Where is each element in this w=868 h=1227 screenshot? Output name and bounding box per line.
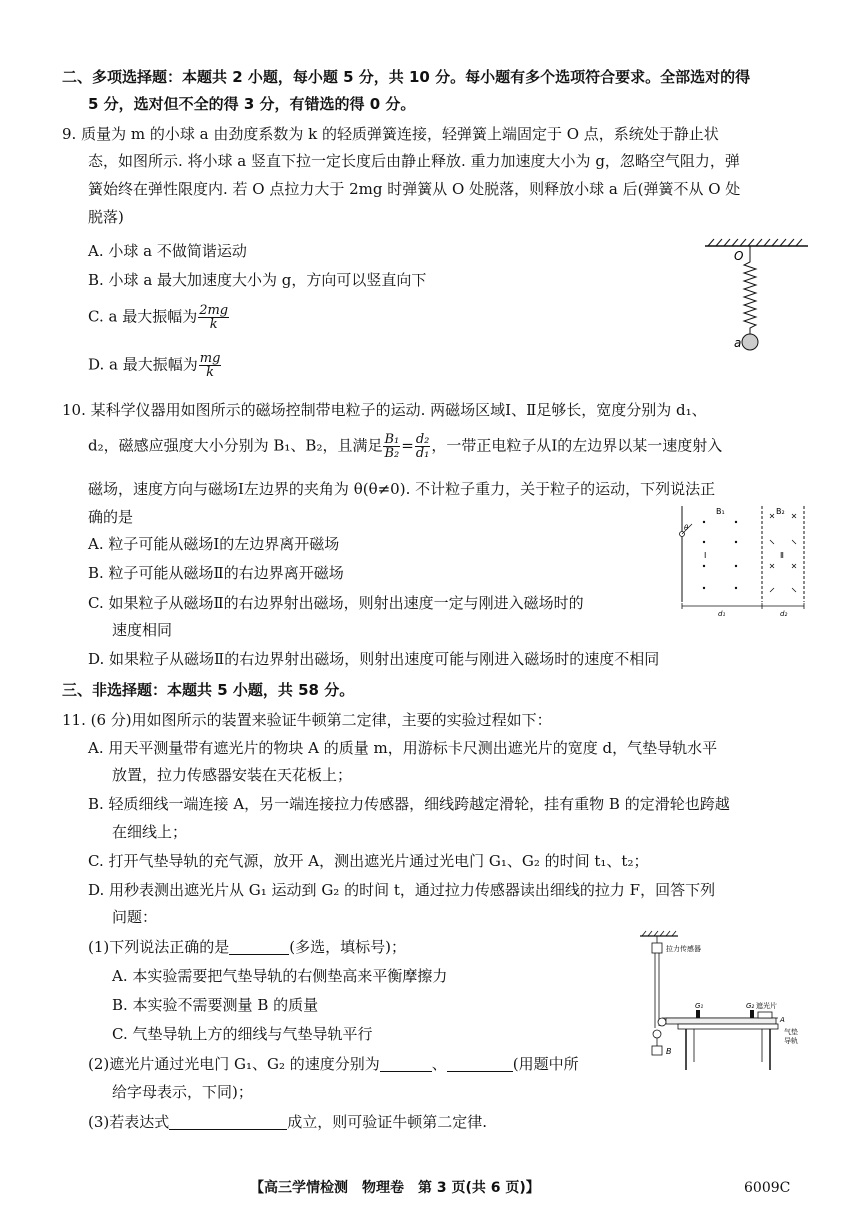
q11-part3-tail: 成立，则可验证牛顿第二定律.	[287, 1113, 488, 1131]
fraction-numerator: B₁	[384, 432, 400, 447]
q11-step-d-line2: 问题：	[112, 908, 158, 926]
q9-option-d	[88, 352, 222, 379]
q11-part1	[88, 936, 406, 958]
q9-option-d-text: D. a 最大振幅为	[88, 355, 198, 374]
q10-option-d: D. 如果粒子从磁场Ⅱ的右边界射出磁场，则射出速度可能与刚进入磁场时的速度不相同	[88, 650, 660, 668]
q10-option-b: B. 粒子可能从磁场Ⅱ的右边界离开磁场	[88, 564, 344, 582]
q11-part2-line2: 给字母表示，下同)；	[112, 1083, 253, 1101]
q11-step-a-line1: A. 用天平测量带有遮光片的物块 A 的质量 m，用游标卡尺测出遮光片的宽度 d，气垫导轨水平	[88, 739, 718, 757]
q9-spring-figure	[700, 236, 812, 366]
label-force-sensor: 拉力传感器	[666, 945, 701, 953]
q10-line4: 确的是	[88, 508, 134, 526]
q11-intro: 11. (6 分)用如图所示的装置来验证牛顿第二定律，主要的实验过程如下：	[62, 711, 552, 729]
q10-option-c-line1: C. 如果粒子从磁场Ⅱ的右边界射出磁场，则射出速度一定与刚进入磁场时的	[88, 594, 584, 612]
q10-field-figure	[674, 500, 814, 620]
q11-part3	[88, 1111, 487, 1133]
q9-line2: 态，如图所示. 将小球 a 竖直下拉一定长度后由静止释放. 重力加速度大小为 g，忽略空气阻力，弹	[88, 152, 740, 170]
label-b1: B₁	[716, 507, 725, 516]
label-b2: B₂	[776, 507, 785, 516]
q10-line3: 磁场，速度方向与磁场Ⅰ左边界的夹角为 θ(θ≠0). 不计粒子重力，关于粒子的运动，下列说法正	[88, 480, 716, 498]
q10-d-ratio	[415, 433, 431, 460]
section2-header-line2: 5 分，选对但不全的得 3 分，有错选的得 0 分。	[88, 95, 416, 113]
q9-line4: 脱落)	[88, 208, 124, 226]
label-a-block: A	[780, 1016, 785, 1024]
answer-blank-4[interactable]	[169, 1113, 287, 1130]
q10-line2-text-a: d₂，磁感应强度大小分别为 B₁、B₂，且满足	[88, 436, 383, 455]
q11-apparatus-figure	[638, 930, 814, 1072]
q9-line1: 9. 质量为 m 的小球 a 由劲度系数为 k 的轻质弹簧连接，轻弹簧上端固定于 O 点，系统处于静止状	[62, 125, 719, 143]
label-d2: d₂	[780, 610, 788, 618]
q11-part2-tail: (用题中所	[512, 1055, 579, 1073]
section2-header-line1: 二、多项选择题：本题共 2 小题，每小题 5 分，共 10 分。每小题有多个选项符合要求。全部选对的得	[62, 68, 751, 86]
answer-blank-1[interactable]	[229, 938, 289, 955]
q11-part1-option-a: A. 本实验需要把气垫导轨的右侧垫高来平衡摩擦力	[112, 967, 448, 985]
label-theta: θ	[684, 524, 689, 532]
label-region-i: Ⅰ	[704, 551, 707, 560]
fraction-denominator: k	[209, 317, 218, 332]
label-rail-1: 气垫	[784, 1028, 798, 1036]
label-d1: d₁	[718, 610, 726, 618]
q9-line3: 簧始终在弹性限度内. 若 O 点拉力大于 2mg 时弹簧从 O 处脱落，则释放小球 a 后(弹簧不从 O 处	[88, 180, 741, 198]
q11-part1-option-c: C. 气垫导轨上方的细线与气垫导轨平行	[112, 1025, 373, 1043]
q10-line2	[88, 433, 722, 460]
q11-step-b-line2: 在细线上；	[112, 823, 188, 841]
fraction-denominator: k	[206, 365, 215, 380]
separator: 、	[431, 1055, 447, 1073]
label-b: B	[666, 1047, 672, 1056]
answer-blank-2[interactable]	[380, 1055, 432, 1072]
q10-option-c-line2: 速度相同	[112, 621, 173, 639]
label-o: O	[734, 249, 744, 263]
q11-part3-prompt: (3)若表达式	[88, 1113, 170, 1131]
q10-b-ratio	[383, 433, 400, 460]
q11-part1-prompt: (1)下列说法正确的是	[88, 938, 230, 956]
label-rail-2: 导轨	[784, 1037, 798, 1045]
section3-header: 三、非选择题：本题共 5 小题，共 58 分。	[62, 681, 355, 699]
q11-step-b-line1: B. 轻质细线一端连接 A，另一端连接拉力传感器，细线跨越定滑轮，挂有重物 B 的定滑轮也跨越	[88, 795, 730, 813]
fraction-numerator: mg	[199, 351, 221, 366]
footer-page-info: 【高三学情检测 物理卷 第 3 页(共 6 页)】	[250, 1180, 540, 1196]
label-g2: G₂	[746, 1002, 755, 1010]
q10-option-a: A. 粒子可能从磁场Ⅰ的左边界离开磁场	[88, 535, 340, 553]
q11-step-d-line1: D. 用秒表测出遮光片从 G₁ 运动到 G₂ 的时间 t，通过拉力传感器读出细线的拉力 F，回答下列	[88, 881, 716, 899]
q9-option-c-text: C. a 最大振幅为	[88, 307, 198, 326]
q9-option-c-fraction	[198, 304, 229, 331]
label-region-ii: Ⅱ	[780, 551, 784, 560]
label-shade: 遮光片	[756, 1002, 777, 1010]
q9-option-d-fraction	[199, 352, 222, 379]
q10-line2-text-b: ，一带正电粒子从Ⅰ的左边界以某一速度射入	[431, 436, 723, 455]
q10-line1: 10. 某科学仪器用如图所示的磁场控制带电粒子的运动. 两磁场区域Ⅰ、Ⅱ足够长，宽度分别为 d₁、	[62, 401, 707, 419]
q9-option-a: A. 小球 a 不做简谐运动	[88, 242, 247, 260]
answer-blank-3[interactable]	[447, 1055, 513, 1072]
q11-part2	[88, 1053, 579, 1075]
fraction-numerator: 2mg	[199, 303, 229, 318]
fraction-numerator: d₂	[415, 432, 430, 447]
label-a: a	[734, 336, 742, 350]
q11-part1-tail: (多选，填标号)；	[289, 938, 406, 956]
q11-step-c: C. 打开气垫导轨的充气源，放开 A，测出遮光片通过光电门 G₁、G₂ 的时间 t₁、t₂；	[88, 852, 649, 870]
footer-code: 6009C	[744, 1180, 791, 1196]
q11-part1-option-b: B. 本实验不需要测量 B 的质量	[112, 996, 319, 1014]
fraction-denominator: d₁	[415, 446, 430, 461]
q9-option-b: B. 小球 a 最大加速度大小为 g，方向可以竖直向下	[88, 271, 427, 289]
q9-option-c	[88, 304, 230, 331]
fraction-denominator: B₂	[384, 446, 400, 461]
q11-part2-prompt: (2)遮光片通过光电门 G₁、G₂ 的速度分别为	[88, 1055, 380, 1073]
label-g1: G₁	[695, 1002, 704, 1010]
q11-step-a-line2: 放置，拉力传感器安装在天花板上；	[112, 766, 353, 784]
equals-sign: =	[401, 436, 414, 455]
